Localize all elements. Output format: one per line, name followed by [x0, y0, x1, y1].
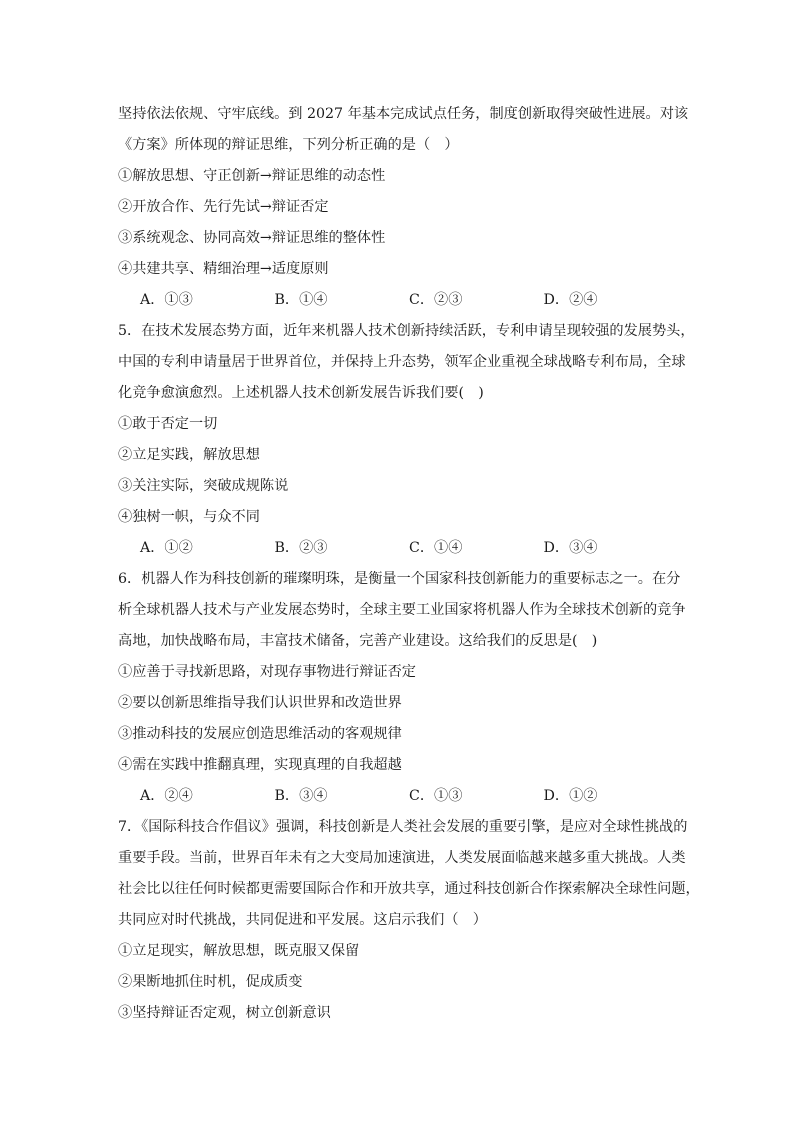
statement-item: ④需在实践中推翻真理，实现真理的自我超越 — [118, 757, 402, 773]
question-6 — [118, 564, 686, 812]
option-c: C．②③ — [409, 292, 463, 308]
question-stem-line: 7．《国际科技合作倡议》强调，科技创新是人类社会发展的重要引擎，是应对全球性挑战的 — [118, 819, 688, 835]
question-stem-line: 高地，加快战略布局，丰富技术储备，完善产业建设。这给我们的反思是( ) — [118, 633, 598, 649]
option-a: A．①② — [140, 540, 193, 556]
option-c: C．①④ — [409, 540, 463, 556]
answer-options — [118, 533, 678, 564]
option-b: B．③④ — [274, 788, 328, 804]
option-d: D．①② — [543, 788, 598, 804]
question-stem-line: 中国的专利申请量居于世界首位，并保持上升态势，领军企业重视全球战略专利布局，全球 — [118, 354, 686, 370]
option-a: A．①③ — [140, 292, 193, 308]
statement-item: ②开放合作、先行先试→辩证否定 — [118, 199, 329, 215]
statement-item: ②要以创新思维指导我们认识世界和改造世界 — [118, 695, 402, 711]
question-7 — [118, 812, 700, 1029]
option-b: B．①④ — [274, 292, 328, 308]
statement-item: ④独树一帜，与众不同 — [118, 509, 260, 525]
question-stem-line: 《方案》所体现的辩证思维，下列分析正确的是（ ） — [118, 137, 459, 153]
statement-item: ①解放思想、守正创新→辩证思维的动态性 — [118, 168, 386, 184]
statement-item: ③关注实际，突破成规陈说 — [118, 478, 289, 494]
statement-item: ③推动科技的发展应创造思维活动的客观规律 — [118, 726, 402, 742]
option-d: D．②④ — [543, 292, 598, 308]
question-stem-line: 6．机器人作为科技创新的璀璨明珠，是衡量一个国家科技创新能力的重要标志之一。在分 — [118, 571, 681, 587]
statement-item: ③坚持辩证否定观，树立创新意识 — [118, 1005, 331, 1021]
statement-item: ②果断地抓住时机，促成质变 — [118, 974, 303, 990]
statement-item: ③系统观念、协同高效→辩证思维的整体性 — [118, 230, 386, 246]
option-a: A．②④ — [140, 788, 193, 804]
question-stem-line: 重要手段。当前，世界百年未有之大变局加速演进，人类发展面临越来越多重大挑战。人类 — [118, 850, 686, 866]
statement-item: ①敢于否定一切 — [118, 416, 218, 432]
question-stem-line: 社会比以往任何时候都更需要国际合作和开放共享，通过科技创新合作探索解决全球性问题， — [118, 881, 700, 897]
statement-item: ④共建共享、精细治理→适度原则 — [118, 261, 329, 277]
answer-options — [118, 285, 678, 316]
option-b: B．②③ — [274, 540, 328, 556]
statement-item: ①应善于寻找新思路，对现存事物进行辩证否定 — [118, 664, 416, 680]
question-stem-line: 5．在技术发展态势方面，近年来机器人技术创新持续活跃，专利申请呈现较强的发展势头， — [118, 323, 695, 339]
question-4 — [118, 99, 689, 316]
question-stem-line: 化竞争愈演愈烈。上述机器人技术创新发展告诉我们要( ) — [118, 385, 484, 401]
statement-item: ②立足实践，解放思想 — [118, 447, 260, 463]
answer-options — [118, 781, 678, 812]
question-stem-line: 坚持依法依规、守牢底线。到 2027 年基本完成试点任务，制度创新取得突破性进展。对该 — [118, 106, 689, 122]
question-stem-line: 共同应对时代挑战，共同促进和平发展。这启示我们（ ） — [118, 912, 487, 928]
exam-page — [118, 99, 700, 1029]
option-c: C．①③ — [409, 788, 463, 804]
question-5 — [118, 316, 695, 564]
statement-item: ①立足现实，解放思想，既克服又保留 — [118, 943, 360, 959]
question-stem-line: 析全球机器人技术与产业发展态势时，全球主要工业国家将机器人作为全球技术创新的竞争 — [118, 602, 686, 618]
option-d: D．③④ — [543, 540, 598, 556]
